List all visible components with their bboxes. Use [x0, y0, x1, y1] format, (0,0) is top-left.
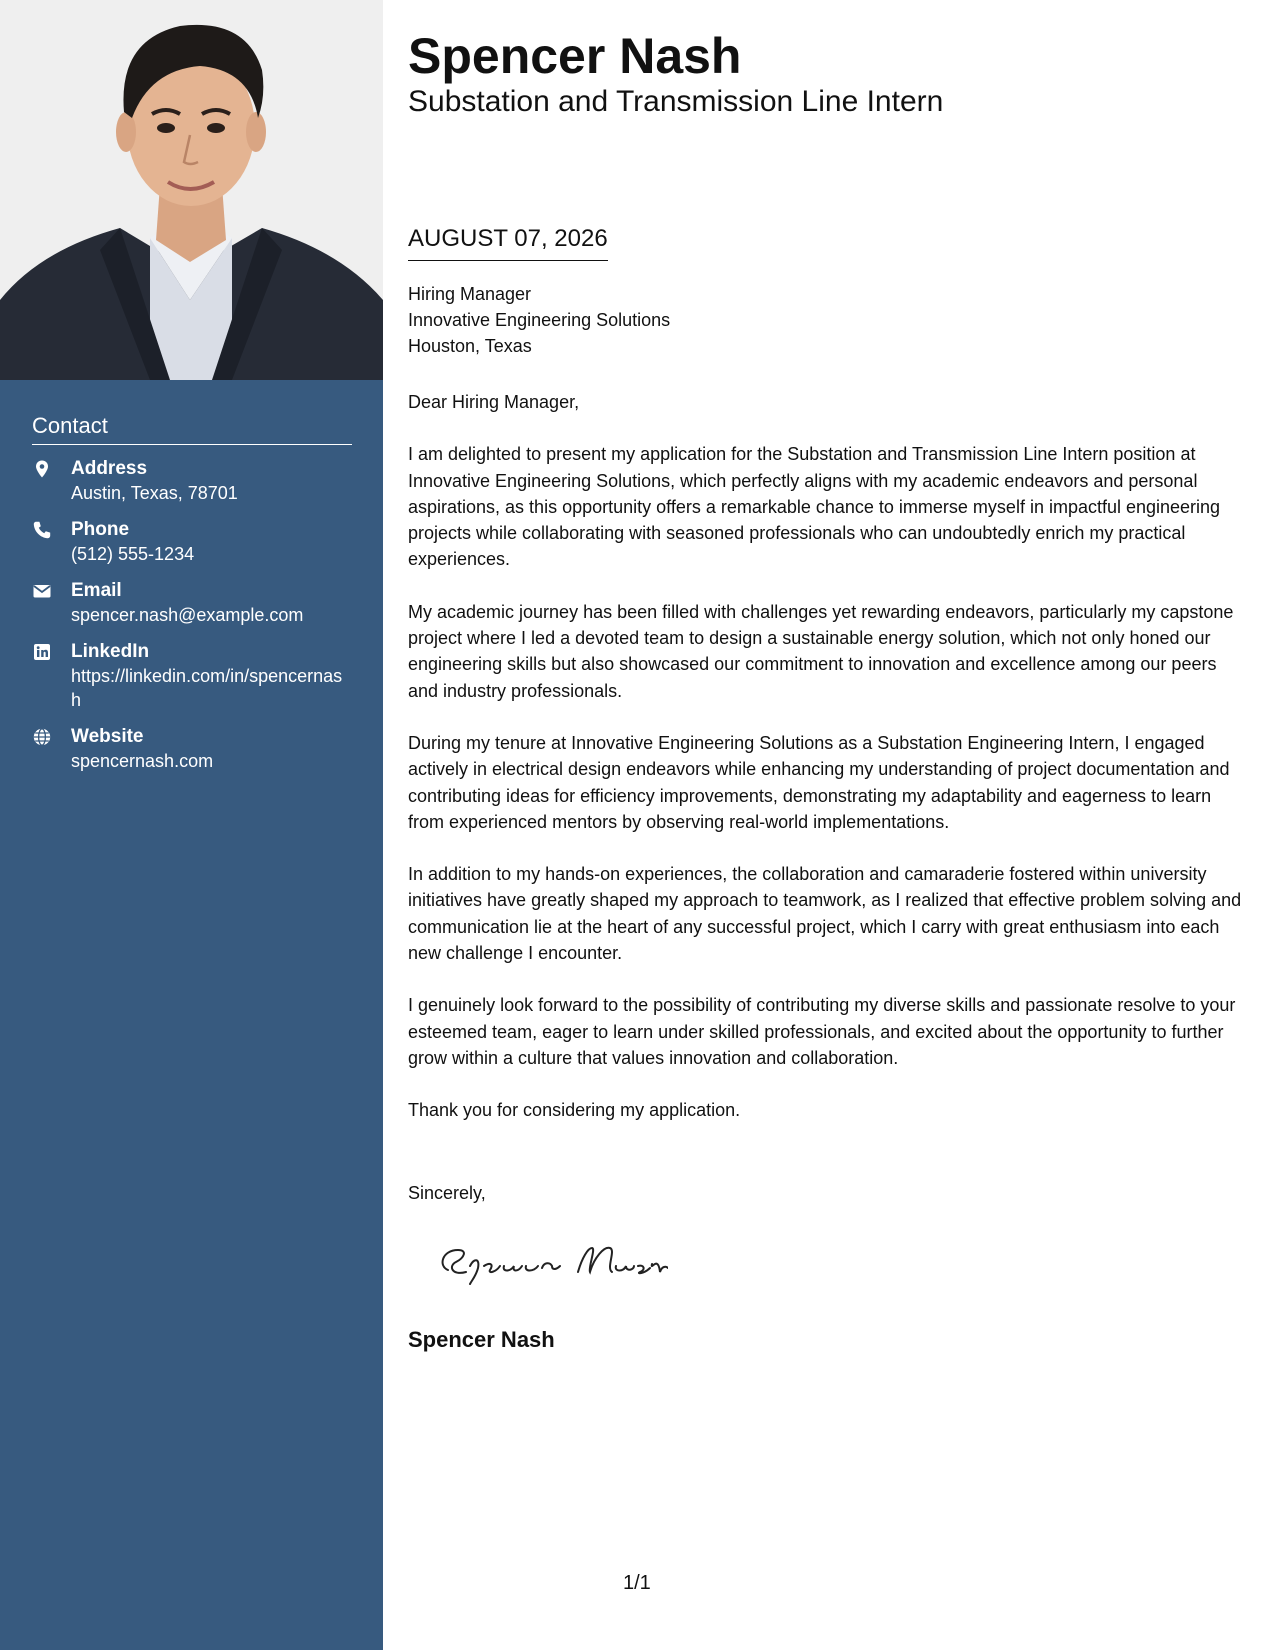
contact-heading: Contact: [32, 412, 352, 445]
contact-email: [32, 579, 352, 627]
paragraph: I genuinely look forward to the possibility of contributing my diverse skills and passionate resolve to your esteemed team, eager to learn under skilled professionals, and excited about the opportunity to further grow within a culture that values innovation and collaboration.: [408, 995, 1236, 1068]
contact-value: Austin, Texas, 78701: [71, 483, 238, 503]
contact-address: [32, 457, 352, 505]
contact-value: https://linkedin.com/in/spencernash: [71, 666, 343, 710]
recipient-block: [408, 281, 670, 359]
applicant-role: Substation and Transmission Line Intern: [408, 85, 944, 118]
contact-label: Website: [71, 726, 144, 747]
contact-phone: [32, 518, 352, 566]
signer-name: Spencer Nash: [408, 1327, 555, 1352]
contact-label: LinkedIn: [71, 641, 150, 662]
page-number: 1/1: [623, 1572, 651, 1594]
paragraph: Thank you for considering my application.: [408, 1100, 741, 1121]
paragraph: During my tenure at Innovative Engineering Solutions as a Substation Engineering Intern, I engaged actively in electrical design endeavors while enhancing my understanding of project documentation and contributing ideas for efficiency improvements, demonstrating my adaptability and eagerness to learn from experienced mentors by observing real-world implementations.: [408, 732, 1230, 832]
contact-website: [32, 725, 352, 773]
contact-value: (512) 555-1234: [71, 544, 195, 564]
recipient-location: Houston, Texas: [408, 336, 532, 356]
closing: Sincerely,: [408, 1183, 486, 1203]
letter-date: AUGUST 07, 2026: [408, 224, 608, 261]
profile-photo: [0, 0, 383, 380]
paragraph: In addition to my hands-on experiences, the collaboration and camaraderie fostered within university initiatives have greatly shaped my approach to teamwork, as I realized that effective problem solving and communication lie at the heart of any successful project, which I carry with great enthusiasm into each new challenge I encounter.: [408, 864, 1242, 964]
contact-label: Address: [71, 458, 148, 479]
recipient-company: Innovative Engineering Solutions: [408, 310, 671, 330]
globe-icon: [32, 727, 52, 747]
salutation: Dear Hiring Manager,: [408, 392, 580, 412]
contact-value: spencernash.com: [71, 751, 214, 771]
applicant-name: Spencer Nash: [408, 28, 742, 84]
contact-label: Phone: [71, 519, 130, 540]
signature-image: [428, 1228, 668, 1288]
linkedin-icon: [32, 642, 52, 662]
contact-value: spencer.nash@example.com: [71, 605, 304, 625]
sidebar: [0, 0, 383, 1650]
contact-label: Email: [71, 580, 122, 601]
letter-text: [408, 389, 1248, 1150]
paragraph: My academic journey has been filled with challenges yet rewarding endeavors, particularly my capstone project where I led a devoted team to design a sustainable energy solution, which not only honed our engineering skills but also showcased our commitment to innovation and excellence among our peers and industry professionals.: [408, 601, 1234, 701]
paragraph: I am delighted to present my application for the Substation and Transmission Line Intern position at Innovative Engineering Solutions, which perfectly aligns with my academic endeavors and personal aspirations, as this opportunity offers a remarkable chance to immerse myself in impactful engineering projects while collaborating with seasoned professionals who can undoubtedly enrich my practical experiences.: [408, 444, 1221, 570]
contact-linkedin: [32, 640, 352, 712]
contact-section: [32, 412, 352, 773]
phone-icon: [32, 520, 52, 540]
envelope-icon: [32, 581, 52, 601]
recipient-title: Hiring Manager: [408, 284, 532, 304]
location-pin-icon: [32, 459, 52, 479]
